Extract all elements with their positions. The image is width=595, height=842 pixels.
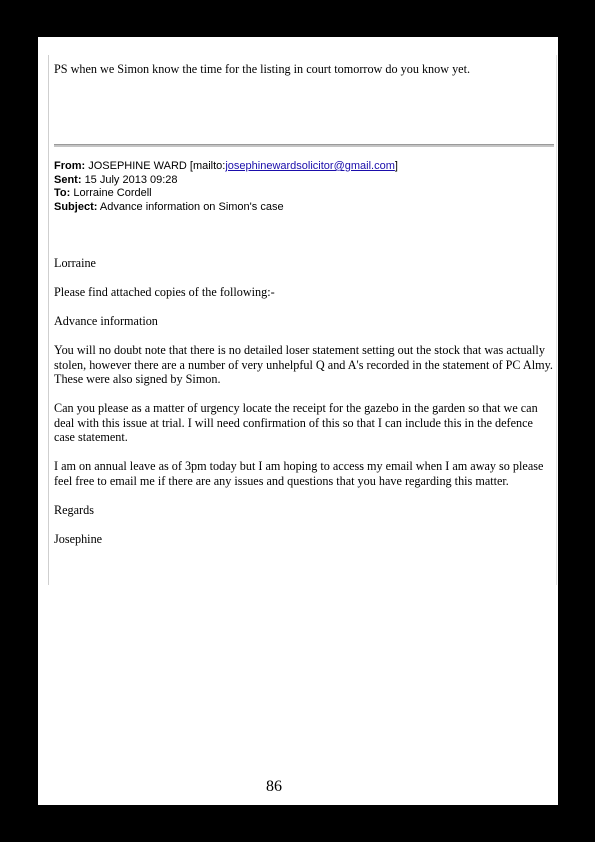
email-header	[54, 160, 554, 214]
right-border-line	[556, 55, 557, 585]
sent-row	[54, 174, 554, 188]
subject-row	[54, 201, 554, 215]
greeting: Lorraine	[54, 256, 96, 270]
sent-value: 15 July 2013 09:28	[84, 173, 178, 186]
email-body	[54, 256, 554, 561]
from-name: JOSEPHINE WARD [mailto:	[88, 160, 226, 172]
from-close-bracket: ]	[394, 160, 398, 172]
from-label: From:	[54, 160, 86, 172]
email-divider	[54, 144, 554, 147]
subject-value: Advance information on Simon's case	[99, 200, 284, 213]
closing: Regards	[54, 502, 94, 517]
sent-label: Sent:	[54, 173, 82, 186]
from-row	[54, 160, 554, 174]
to-label: To:	[54, 187, 71, 199]
from-email-link[interactable]: josephinewardsolicitor@gmail.com	[225, 160, 395, 172]
subject-label: Subject:	[54, 200, 98, 213]
to-value: Lorraine Cordell	[73, 187, 152, 199]
left-border-line	[48, 55, 49, 585]
body-paragraph-attachments: Please find attached copies of the following:-	[54, 285, 275, 299]
body-paragraph-statement: You will no doubt note that there is no detailed loser statement setting out the stock that was actually stolen, however there are a number of very unhelpful Q and A's recorded in the statement of PC Almy. These were also signed by Simon.	[54, 343, 553, 386]
body-paragraph-receipt: Can you please as a matter of urgency locate the receipt for the gazebo in the garden so that we can deal with this issue at trial. I will need confirmation of this so that I can include this in the defence case statement.	[54, 401, 538, 444]
document-page	[38, 37, 558, 805]
signature: Josephine	[54, 531, 103, 546]
body-paragraph-leave: I am on annual leave as of 3pm today but I am hoping to access my email when I am away so please feel free to email me if there are any issues and questions that you have regarding this matter.	[54, 459, 544, 488]
body-paragraph-advance-info: Advance information	[54, 314, 158, 328]
ps-line: PS when we Simon know the time for the listing in court tomorrow do you know yet.	[54, 62, 471, 76]
page-number: 86	[266, 778, 282, 795]
to-row	[54, 187, 554, 201]
